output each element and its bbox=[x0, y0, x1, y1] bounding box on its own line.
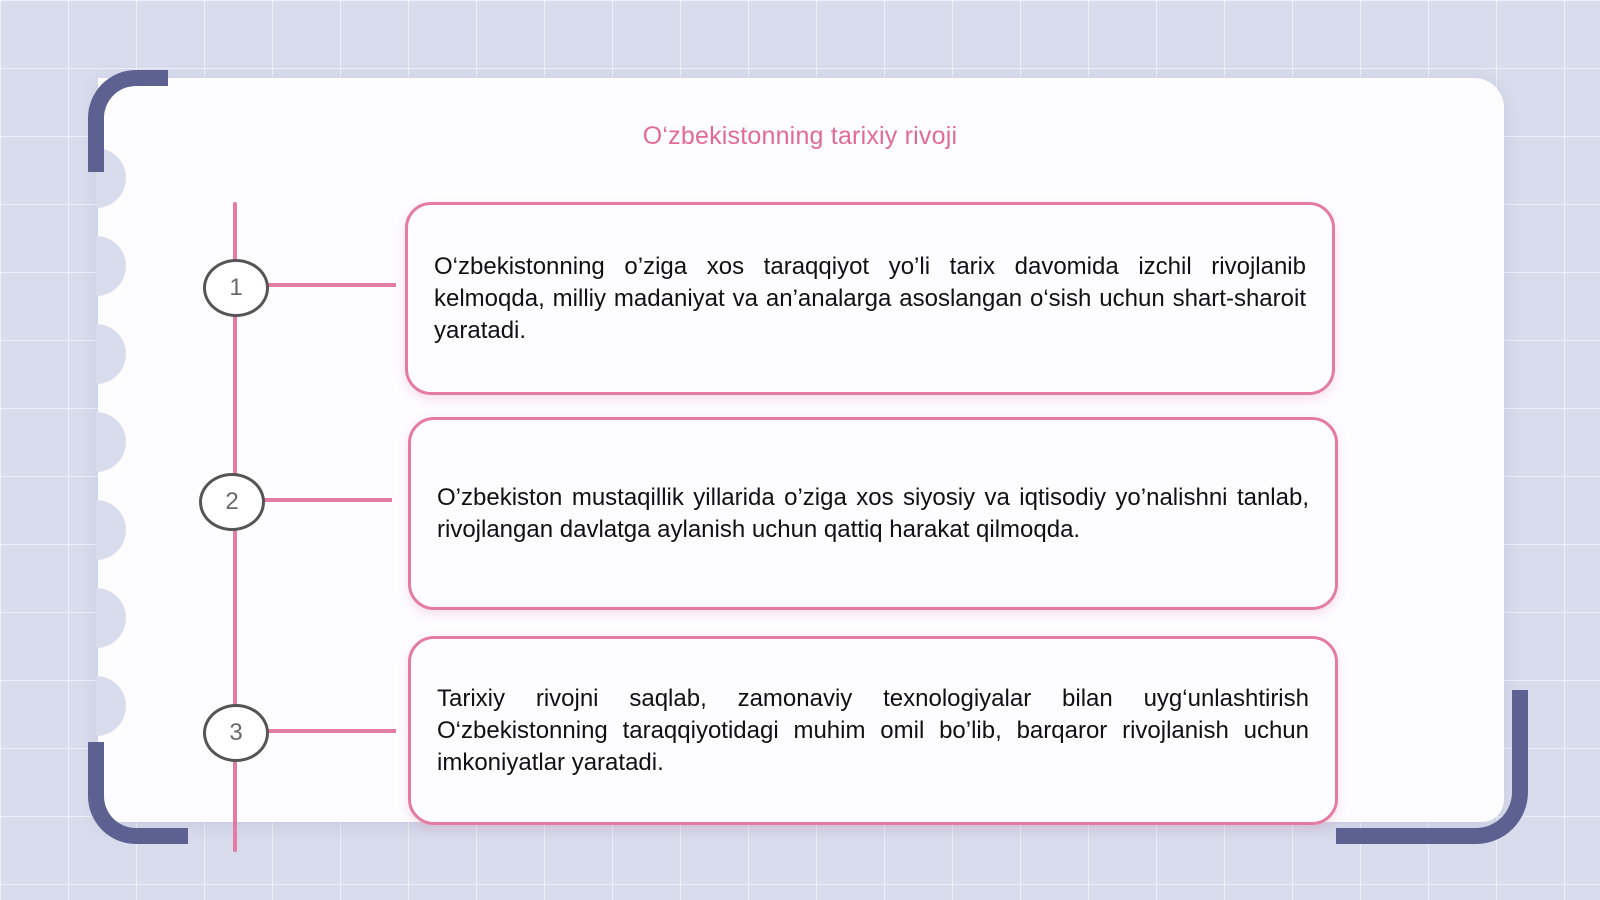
timeline-card-1 bbox=[405, 202, 1335, 395]
timeline-connector bbox=[262, 498, 392, 502]
timeline-card-text: Tarixiy rivojni saqlab, zamonaviy texnologiyalar bilan uyg‘unlashtirish O‘zbekistonning taraqqiyotidagi muhim omil bo’lib, barqaror rivojlanish uchun imkoniyatlar yaratadi. bbox=[437, 684, 1309, 776]
timeline-card-2 bbox=[408, 417, 1338, 610]
timeline-card-text: O‘zbekistonning o’ziga xos taraqqiyot yo’li tarix davomida izchil rivojlanib kelmoqda, milliy madaniyat va an’analarga asoslangan o‘sish uchun shart-sharoit yaratadi. bbox=[434, 252, 1306, 344]
step-number-3: 3 bbox=[203, 704, 269, 762]
timeline-connector bbox=[266, 283, 396, 287]
corner-bracket-bottom-left bbox=[88, 742, 188, 844]
corner-bracket-top-left bbox=[88, 70, 168, 172]
timeline-card-3 bbox=[408, 636, 1338, 825]
corner-bracket-bottom-right bbox=[1336, 690, 1528, 844]
timeline-card-text: O’zbekiston mustaqillik yillarida o’ziga xos siyosiy va iqtisodiy yo’nalishni tanlab, rivojlangan davlatga aylanish uchun qattiq harakat qilmoqda. bbox=[437, 483, 1309, 543]
timeline-connector bbox=[266, 729, 396, 733]
slide-title: O‘zbekistonning tarixiy rivoji bbox=[642, 122, 958, 150]
step-number-2: 2 bbox=[199, 473, 265, 531]
step-number-1: 1 bbox=[203, 259, 269, 317]
